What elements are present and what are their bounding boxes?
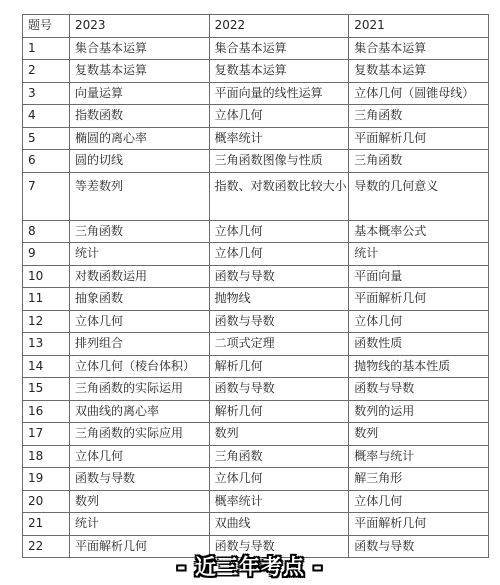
table-row bbox=[23, 82, 489, 105]
table-row bbox=[23, 445, 489, 468]
cell-2021: 集合基本运算 bbox=[349, 37, 489, 60]
cell-2022: 三角函数图像与性质 bbox=[209, 150, 349, 173]
cell-2021: 数列 bbox=[349, 423, 489, 446]
cell-2021: 平面解析几何 bbox=[349, 513, 489, 536]
cell-question-number: 13 bbox=[23, 333, 70, 356]
table-row bbox=[23, 288, 489, 311]
cell-2021: 解三角形 bbox=[349, 468, 489, 491]
cell-question-number: 16 bbox=[23, 400, 70, 423]
caption-text: - 近三年考点 - bbox=[176, 555, 324, 579]
cell-question-number: 9 bbox=[23, 243, 70, 266]
cell-question-number: 18 bbox=[23, 445, 70, 468]
table-row bbox=[23, 468, 489, 491]
cell-2023: 数列 bbox=[70, 490, 210, 513]
cell-2023: 排列组合 bbox=[70, 333, 210, 356]
table-row bbox=[23, 37, 489, 60]
cell-2022: 立体几何 bbox=[209, 468, 349, 491]
cell-question-number: 11 bbox=[23, 288, 70, 311]
cell-2021: 函数与导数 bbox=[349, 535, 489, 558]
table-row bbox=[23, 220, 489, 243]
cell-2022: 二项式定理 bbox=[209, 333, 349, 356]
cell-question-number: 21 bbox=[23, 513, 70, 536]
cell-2021: 导数的几何意义 bbox=[349, 172, 489, 220]
cell-2023: 圆的切线 bbox=[70, 150, 210, 173]
cell-2023: 集合基本运算 bbox=[70, 37, 210, 60]
cell-question-number: 17 bbox=[23, 423, 70, 446]
cell-2022: 概率统计 bbox=[209, 127, 349, 150]
cell-2023: 等差数列 bbox=[70, 172, 210, 220]
cell-question-number: 1 bbox=[23, 37, 70, 60]
cell-2022: 函数与导数 bbox=[209, 310, 349, 333]
cell-2023: 指数函数 bbox=[70, 105, 210, 128]
header-year-2021: 2021 bbox=[349, 15, 489, 38]
cell-2021: 函数性质 bbox=[349, 333, 489, 356]
cell-2023: 三角函数 bbox=[70, 220, 210, 243]
cell-question-number: 8 bbox=[23, 220, 70, 243]
cell-2023: 对数函数运用 bbox=[70, 265, 210, 288]
header-question-number: 题号 bbox=[23, 15, 70, 38]
table-row bbox=[23, 127, 489, 150]
table-row bbox=[23, 423, 489, 446]
table-row bbox=[23, 333, 489, 356]
cell-2021: 抛物线的基本性质 bbox=[349, 355, 489, 378]
table-row bbox=[23, 172, 489, 220]
cell-question-number: 14 bbox=[23, 355, 70, 378]
cell-2022: 函数与导数 bbox=[209, 378, 349, 401]
table-row bbox=[23, 490, 489, 513]
cell-2023: 立体几何（棱台体积） bbox=[70, 355, 210, 378]
cell-2021: 立体几何（圆锥母线） bbox=[349, 82, 489, 105]
table-row bbox=[23, 243, 489, 266]
cell-2023: 平面解析几何 bbox=[70, 535, 210, 558]
cell-2022: 概率统计 bbox=[209, 490, 349, 513]
table-row bbox=[23, 265, 489, 288]
cell-2021: 复数基本运算 bbox=[349, 60, 489, 83]
cell-question-number: 12 bbox=[23, 310, 70, 333]
cell-2022: 解析几何 bbox=[209, 355, 349, 378]
cell-2021: 三角函数 bbox=[349, 105, 489, 128]
table-row bbox=[23, 400, 489, 423]
header-year-2022: 2022 bbox=[209, 15, 349, 38]
cell-2023: 统计 bbox=[70, 243, 210, 266]
cell-question-number: 19 bbox=[23, 468, 70, 491]
cell-2023: 三角函数的实际运用 bbox=[70, 378, 210, 401]
table-row bbox=[23, 310, 489, 333]
cell-2021: 平面解析几何 bbox=[349, 127, 489, 150]
cell-2021: 平面向量 bbox=[349, 265, 489, 288]
cell-question-number: 10 bbox=[23, 265, 70, 288]
cell-2021: 立体几何 bbox=[349, 490, 489, 513]
cell-2022: 立体几何 bbox=[209, 220, 349, 243]
cell-2022: 三角函数 bbox=[209, 445, 349, 468]
cell-2022: 解析几何 bbox=[209, 400, 349, 423]
cell-2023: 椭圆的离心率 bbox=[70, 127, 210, 150]
cell-question-number: 3 bbox=[23, 82, 70, 105]
cell-2021: 数列的运用 bbox=[349, 400, 489, 423]
cell-2023: 双曲线的离心率 bbox=[70, 400, 210, 423]
cell-question-number: 2 bbox=[23, 60, 70, 83]
cell-2021: 概率与统计 bbox=[349, 445, 489, 468]
cell-2023: 复数基本运算 bbox=[70, 60, 210, 83]
table-row bbox=[23, 60, 489, 83]
cell-2022: 函数与导数 bbox=[209, 265, 349, 288]
cell-2023: 统计 bbox=[70, 513, 210, 536]
cell-2022: 平面向量的线性运算 bbox=[209, 82, 349, 105]
cell-2023: 立体几何 bbox=[70, 310, 210, 333]
cell-2021: 立体几何 bbox=[349, 310, 489, 333]
cell-2022: 立体几何 bbox=[209, 105, 349, 128]
cell-2021: 统计 bbox=[349, 243, 489, 266]
cell-2022: 数列 bbox=[209, 423, 349, 446]
cell-2022: 立体几何 bbox=[209, 243, 349, 266]
cell-2022: 抛物线 bbox=[209, 288, 349, 311]
cell-2022: 双曲线 bbox=[209, 513, 349, 536]
exam-topics-table bbox=[22, 14, 489, 558]
cell-2022: 指数、对数函数比较大小 bbox=[209, 172, 349, 220]
cell-question-number: 5 bbox=[23, 127, 70, 150]
cell-2023: 立体几何 bbox=[70, 445, 210, 468]
cell-question-number: 20 bbox=[23, 490, 70, 513]
table-row bbox=[23, 105, 489, 128]
cell-question-number: 22 bbox=[23, 535, 70, 558]
cell-question-number: 4 bbox=[23, 105, 70, 128]
table-header-row bbox=[23, 15, 489, 38]
table-body bbox=[23, 37, 489, 558]
cell-question-number: 15 bbox=[23, 378, 70, 401]
cell-2021: 平面解析几何 bbox=[349, 288, 489, 311]
caption-bar bbox=[0, 552, 500, 585]
cell-2023: 三角函数的实际应用 bbox=[70, 423, 210, 446]
cell-2021: 基本概率公式 bbox=[349, 220, 489, 243]
cell-2022: 复数基本运算 bbox=[209, 60, 349, 83]
cell-2021: 三角函数 bbox=[349, 150, 489, 173]
table-row bbox=[23, 378, 489, 401]
cell-question-number: 6 bbox=[23, 150, 70, 173]
cell-2023: 向量运算 bbox=[70, 82, 210, 105]
header-year-2023: 2023 bbox=[70, 15, 210, 38]
table-row bbox=[23, 513, 489, 536]
cell-2023: 函数与导数 bbox=[70, 468, 210, 491]
cell-question-number: 7 bbox=[23, 172, 70, 220]
table-row bbox=[23, 355, 489, 378]
cell-2022: 集合基本运算 bbox=[209, 37, 349, 60]
table-row bbox=[23, 150, 489, 173]
cell-2023: 抽象函数 bbox=[70, 288, 210, 311]
cell-2021: 函数与导数 bbox=[349, 378, 489, 401]
cell-2022: 函数与导数 bbox=[209, 535, 349, 558]
